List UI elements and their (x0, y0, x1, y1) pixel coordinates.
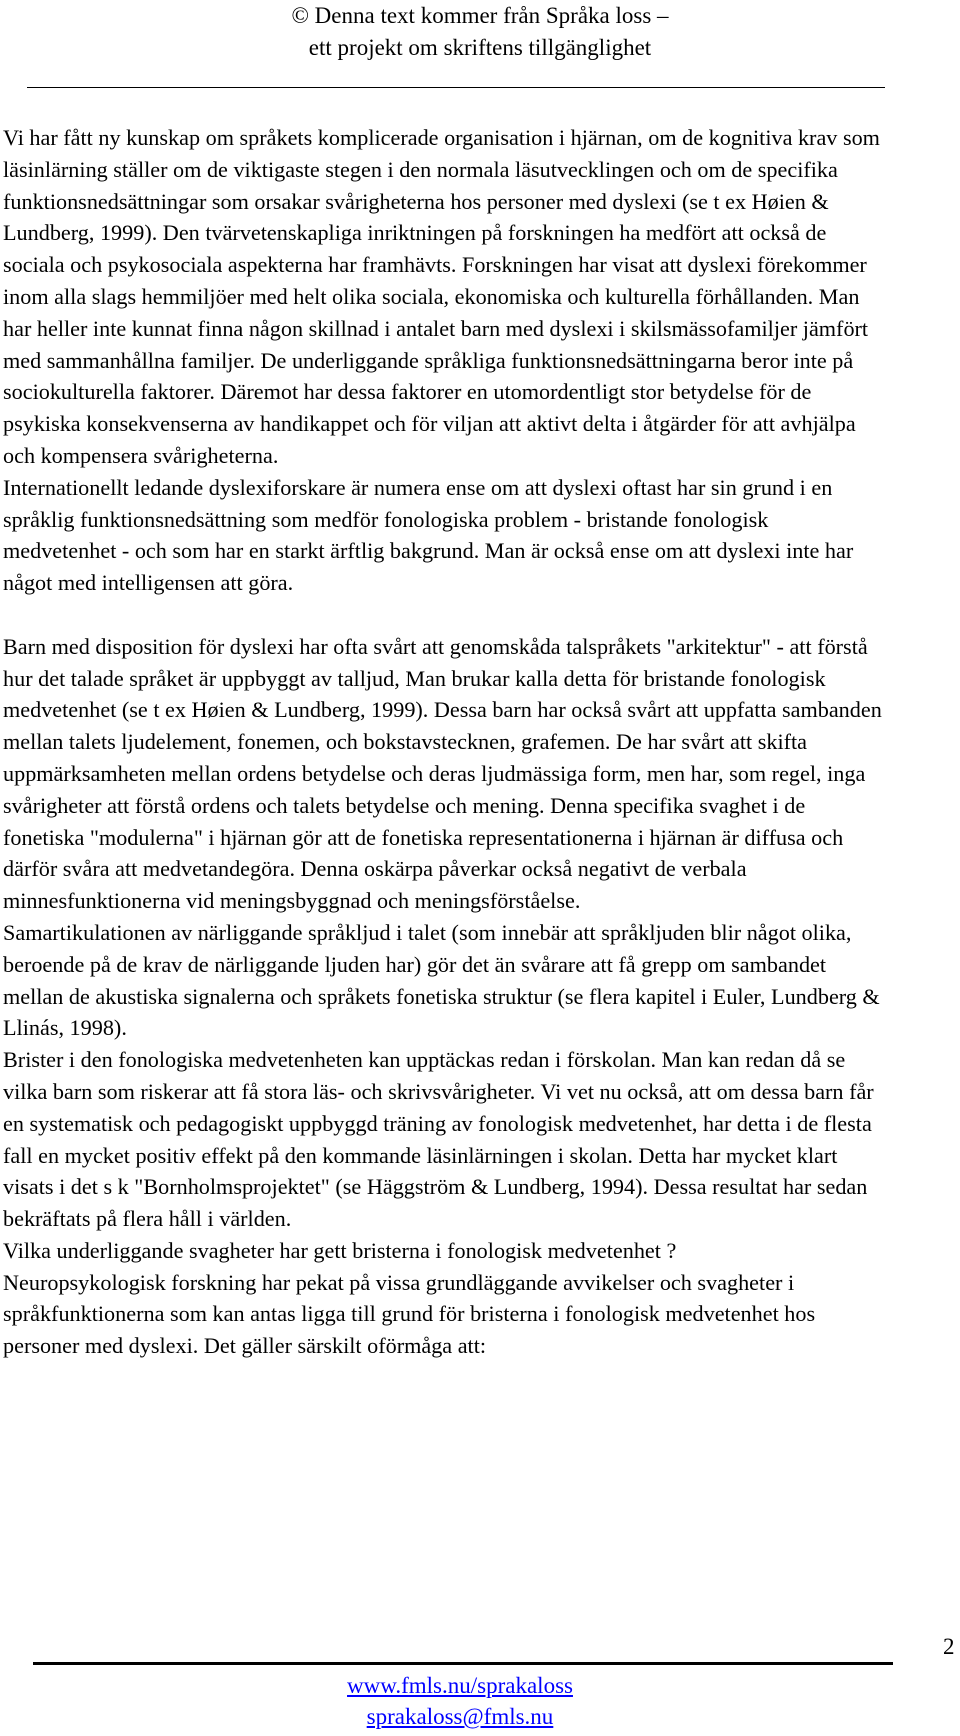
document-body (3, 122, 883, 1362)
page-footer (0, 1670, 920, 1732)
footer-email-link[interactable]: sprakaloss@fmls.nu (366, 1704, 554, 1729)
paragraph-gap (3, 599, 883, 631)
page-header (0, 0, 960, 64)
paragraph-language-research: Vi har fått ny kunskap om språkets komplicerade organisation i hjärnan, om de kognitiva krav som läsinlärning ställer om de viktigaste stegen i den normala läsutvecklingen och om de specifika funktionsnedsättningar som orsakar svårigheterna hos personer med dyslexi (se t ex Høien & Lundberg, 1999). Den tvärvetenskapliga inriktningen på forskningen ha medfört att också de sociala och psykosociala aspekterna har framhävts. Forskningen har visat att dyslexi förekommer inom alla slags hemmiljöer med helt olika sociala, ekonomiska och kulturella förhållanden. Man har heller inte kunnat finna någon skillnad i antalet barn med dyslexi i skilsmässofamiljer jämfört med sammanhållna familjer. De underliggande språkliga funktionsnedsättningarna beror inte på sociokulturella faktorer. Däremot har dessa faktorer en utomordentligt stor betydelse för de psykiska konsekvenserna av handikappet och för viljan att aktivt delta i åtgärder för att avhjälpa och kompensera svårigheterna. (3, 125, 880, 468)
header-divider (27, 87, 885, 88)
paragraph-early-detection: Brister i den fonologiska medvetenheten kan upptäckas redan i förskolan. Man kan redan då se vilka barn som riskerar att få stora läs- och skrivsvårigheter. Vi vet nu också, att om dessa barn får en systematisk och pedagogiskt uppbyggd träning av fonologisk medvetenhet, har detta i de flesta fall en mycket positiv effekt på den kommande läsinlärningen i skolan. Detta har mycket klart visats i det s k "Bornholmsprojektet" (se Häggström & Lundberg, 1994). Dessa resultat har sedan bekräftats på flera håll i världen. (3, 1047, 874, 1232)
header-copyright-line: © Denna text kommer från Språka loss – (291, 3, 669, 28)
paragraph-phonological-awareness: Barn med disposition för dyslexi har ofta svårt att genomskåda talspråkets "arkitektur" - att förstå hur det talade språket är uppbyggt av talljud, Man brukar kalla detta för bristande fonologisk medvetenhet (se t ex Høien & Lundberg, 1999). Dessa barn har också svårt att uppfatta sambanden mellan talets ljudelement, fonemen, och bokstavstecknen, grafemen. De har svårt att skifta uppmärksamheten mellan ordens betydelse och deras ljudmässiga form, men har, som regel, inga svårigheter att förstå ordens och talets betydelse och mening. Denna specifika svaghet i de fonetiska "modulerna" i hjärnan gör att de fonetiska representationerna i hjärnan är diffusa och därför svåra att medvetandegöra. Denna oskärpa påverkar också negativt de verbala minnesfunktionerna vid meningsbyggnad och meningsförståelse. (3, 633, 882, 914)
paragraph-coarticulation: Samartikulationen av närliggande språkljud i talet (som innebär att språkljuden blir något olika, beroende på de krav de närliggande ljuden har) gör det än svårare att få grepp om sambandet mellan de akustiska signalerna och språkets fonetiska struktur (se flera kapitel i Euler, Lundberg & Llinás, 1998). (3, 919, 880, 1041)
footer-website-link[interactable]: www.fmls.nu/sprakaloss (347, 1673, 573, 1698)
footer-divider (33, 1662, 893, 1665)
paragraph-neuropsychology: Neuropsykologisk forskning har pekat på vissa grundläggande avvikelser och svagheter i språkfunktionerna som kan antas ligga till grund för bristerna i fonologisk medvetenhet hos personer med dyslexi. Det gäller särskilt oförmåga att: (3, 1269, 816, 1359)
page-number: 2 (943, 1634, 955, 1659)
header-project-line: ett projekt om skriftens tillgänglighet (308, 35, 652, 60)
paragraph-international-consensus: Internationellt ledande dyslexiforskare är numera ense om att dyslexi oftast har sin grund i en språklig funktionsnedsättning som medför fonologiska problem - bristande fonologisk medvetenhet - och som har en starkt ärftlig bakgrund. Man är också ense om att dyslexi inte har något med intelligensen att göra. (3, 474, 854, 596)
paragraph-question: Vilka underliggande svagheter har gett bristerna i fonologisk medvetenhet ? (3, 1237, 677, 1263)
